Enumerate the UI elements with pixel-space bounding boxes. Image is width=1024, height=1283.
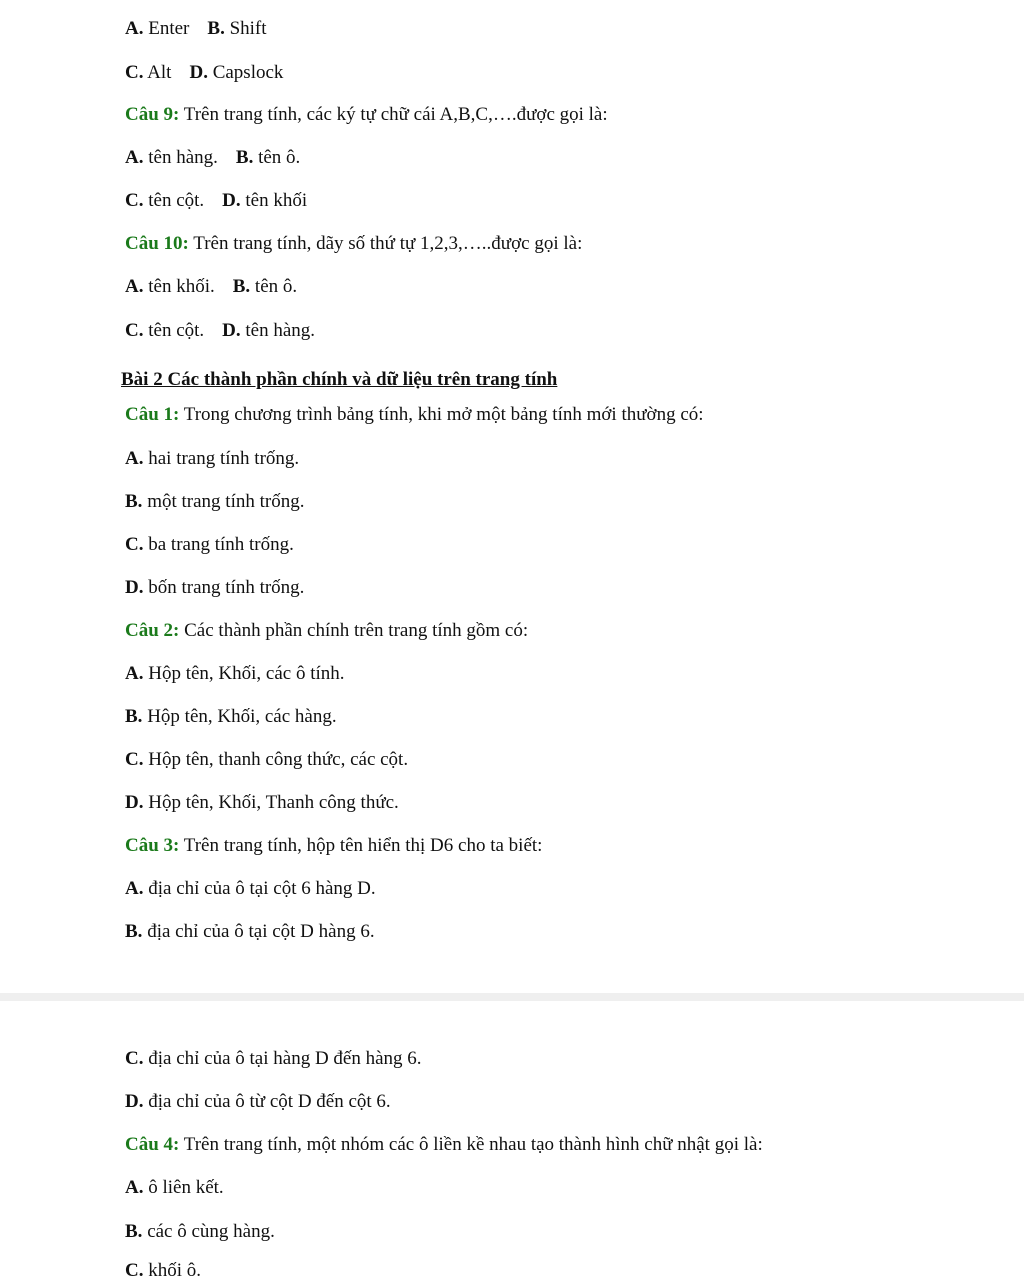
document-page-2 (0, 1001, 1024, 1280)
option-key: B. (235, 147, 254, 168)
option-key: D. (125, 1091, 144, 1112)
option-key: A. (125, 1177, 144, 1198)
option-text: tên khối (240, 190, 308, 211)
option-key: D. (189, 62, 208, 83)
question-label: Câu 10: (125, 233, 189, 254)
option-text: bốn trang tính trống. (143, 577, 305, 598)
answer-line (125, 319, 315, 343)
answer-line (125, 275, 297, 299)
option-text: địa chỉ của ô tại cột 6 hàng D. (143, 878, 376, 899)
option-text: tên cột. (143, 190, 205, 211)
option-text: khối ô. (143, 1260, 202, 1281)
option-key: B. (232, 276, 251, 297)
option-key: A. (125, 147, 144, 168)
answer-line (125, 447, 299, 471)
question-text: Trên trang tính, một nhóm các ô liền kề nhau tạo thành hình chữ nhật gọi là: (179, 1134, 763, 1155)
answer-line (125, 748, 408, 772)
answer-line (125, 146, 300, 170)
question-line (125, 834, 542, 858)
option-text: Hộp tên, Khối, Thanh công thức. (143, 792, 399, 813)
answer-line (125, 189, 307, 213)
answer-line (125, 533, 294, 557)
option-text: Capslock (207, 62, 284, 83)
option-text: ô liên kết. (143, 1177, 224, 1198)
option-text: Hộp tên, Khối, các ô tính. (143, 663, 345, 684)
option-text: Enter (143, 18, 190, 39)
option-text: Shift (224, 18, 267, 39)
option-key: D. (125, 792, 144, 813)
option-key: A. (125, 276, 144, 297)
option-text: Hộp tên, Khối, các hàng. (142, 706, 337, 727)
answer-line (125, 490, 304, 514)
option-text: tên ô. (250, 276, 298, 297)
question-label: Câu 1: (125, 404, 180, 425)
answer-line (125, 1090, 391, 1114)
question-label: Câu 3: (125, 835, 180, 856)
question-text: Các thành phần chính trên trang tính gồm có: (179, 620, 529, 641)
option-text: địa chỉ của ô tại cột D hàng 6. (142, 921, 375, 942)
answer-line (125, 705, 337, 729)
option-key: A. (125, 663, 144, 684)
option-key: D. (125, 577, 144, 598)
question-text: Trên trang tính, hộp tên hiển thị D6 cho ta biết: (179, 835, 543, 856)
answer-line (125, 920, 375, 944)
answer-line (125, 662, 345, 686)
option-text: tên hàng. (143, 147, 218, 168)
question-text: Trên trang tính, dãy số thứ tự 1,2,3,…..được gọi là: (188, 233, 583, 254)
question-line (125, 103, 608, 127)
question-text: Trên trang tính, các ký tự chữ cái A,B,C,….được gọi là: (179, 104, 608, 125)
option-key: C. (125, 749, 144, 770)
option-key: A. (125, 448, 144, 469)
option-text: một trang tính trống. (142, 491, 305, 512)
option-text: địa chỉ của ô tại hàng D đến hàng 6. (143, 1048, 422, 1069)
option-text: Alt (143, 62, 172, 83)
option-text: tên hàng. (240, 320, 316, 341)
option-key: C. (125, 1048, 144, 1069)
option-key: C. (125, 62, 144, 83)
question-line (125, 1133, 763, 1157)
answer-line (125, 61, 283, 85)
option-text: Hộp tên, thanh công thức, các cột. (143, 749, 409, 770)
option-key: A. (125, 18, 144, 39)
answer-line (125, 791, 399, 815)
option-key: C. (125, 534, 144, 555)
question-label: Câu 4: (125, 1134, 180, 1155)
option-text: tên khối. (143, 276, 215, 297)
option-key: D. (222, 190, 241, 211)
option-text: địa chỉ của ô từ cột D đến cột 6. (143, 1091, 391, 1112)
option-key: C. (125, 320, 144, 341)
question-label: Câu 2: (125, 620, 180, 641)
option-key: B. (125, 921, 143, 942)
option-key: C. (125, 1260, 144, 1281)
option-text: các ô cùng hàng. (142, 1221, 275, 1242)
option-key: A. (125, 878, 144, 899)
option-text: tên ô. (253, 147, 301, 168)
answer-line (125, 1220, 275, 1244)
answer-line (125, 1176, 224, 1200)
answer-line (125, 576, 304, 600)
option-text: ba trang tính trống. (143, 534, 294, 555)
question-line (125, 619, 528, 643)
option-key: B. (125, 706, 143, 727)
question-line (125, 232, 582, 256)
option-text: hai trang tính trống. (143, 448, 300, 469)
answer-line (125, 877, 376, 901)
option-key: B. (125, 491, 143, 512)
answer-line (125, 1259, 201, 1283)
question-label: Câu 9: (125, 104, 180, 125)
page-separator (0, 993, 1024, 1001)
option-key: B. (125, 1221, 143, 1242)
question-text: Trong chương trình bảng tính, khi mở một bảng tính mới thường có: (179, 404, 704, 425)
answer-line (125, 1047, 422, 1071)
option-key: B. (207, 18, 225, 39)
answer-line (125, 17, 267, 41)
section-heading: Bài 2 Các thành phần chính và dữ liệu trên trang tính (121, 369, 558, 390)
option-key: C. (125, 190, 144, 211)
option-text: tên cột. (143, 320, 205, 341)
option-key: D. (222, 320, 241, 341)
question-line (125, 403, 704, 427)
